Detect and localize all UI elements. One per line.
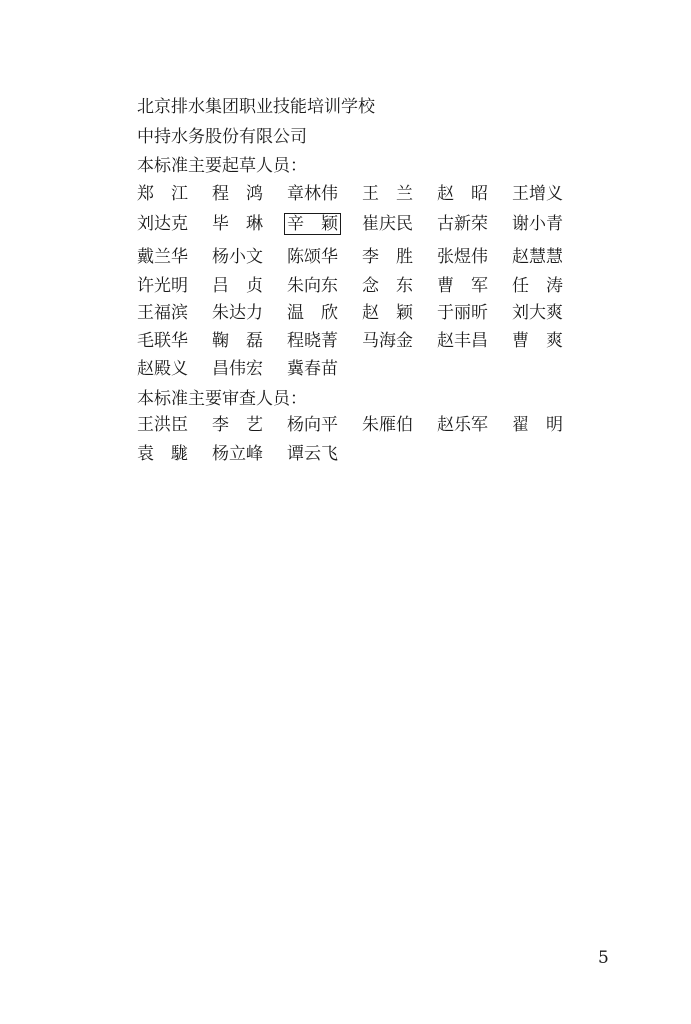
drafter-name: 程 鸿 — [212, 184, 263, 204]
drafter-name: 王增义 — [512, 184, 563, 204]
reviewer-name: 朱雁伯 — [362, 415, 413, 435]
drafter-name: 赵 颖 — [362, 303, 413, 323]
drafter-name: 陈颂华 — [287, 247, 338, 267]
drafter-name: 吕 贞 — [212, 276, 263, 296]
reviewer-name: 杨立峰 — [212, 444, 263, 464]
drafter-name: 崔庆民 — [362, 214, 413, 234]
reviewer-name: 谭云飞 — [287, 444, 338, 464]
drafter-name: 王福滨 — [137, 303, 188, 323]
reviewer-name: 李 艺 — [212, 415, 263, 435]
drafter-name: 昌伟宏 — [212, 359, 263, 379]
drafter-name: 朱达力 — [212, 303, 263, 323]
drafter-name: 毕 琳 — [212, 214, 263, 234]
drafter-name-boxed: 辛 颖 — [284, 213, 341, 235]
reviewer-name: 翟 明 — [512, 415, 563, 435]
reviewer-name: 王洪臣 — [137, 415, 188, 435]
drafter-name: 赵丰昌 — [437, 331, 488, 351]
drafter-name: 郑 江 — [137, 184, 188, 204]
drafter-name: 许光明 — [137, 276, 188, 296]
drafter-name: 于丽昕 — [437, 303, 488, 323]
drafter-name: 李 胜 — [362, 247, 413, 267]
drafter-name: 赵慧慧 — [512, 247, 563, 267]
drafter-name: 程晓菁 — [287, 331, 338, 351]
drafter-name: 朱向东 — [287, 276, 338, 296]
drafters-row — [137, 358, 567, 380]
drafter-name: 谢小青 — [512, 214, 563, 234]
drafter-name: 王 兰 — [362, 184, 413, 204]
drafter-name: 章林伟 — [287, 184, 338, 204]
drafters-row — [137, 246, 567, 268]
drafter-name: 鞠 磊 — [212, 331, 263, 351]
drafter-name: 念 东 — [362, 276, 413, 296]
drafter-name: 温 欣 — [287, 303, 338, 323]
drafter-name: 刘大爽 — [512, 303, 563, 323]
drafter-name: 赵 昭 — [437, 184, 488, 204]
page-number: 5 — [598, 948, 609, 968]
drafter-name: 冀春苗 — [287, 359, 338, 379]
drafters-row — [137, 183, 567, 205]
drafter-name: 戴兰华 — [137, 247, 188, 267]
org-line-1: 北京排水集团职业技能培训学校 — [137, 97, 375, 117]
drafter-name: 赵殿义 — [137, 359, 188, 379]
reviewer-name: 杨向平 — [287, 415, 338, 435]
drafters-row — [137, 275, 567, 297]
drafter-name: 任 涛 — [512, 276, 563, 296]
reviewer-name: 赵乐军 — [437, 415, 488, 435]
reviewers-heading: 本标准主要审查人员： — [137, 389, 307, 409]
reviewer-name: 袁 駹 — [137, 444, 188, 464]
drafter-name: 杨小文 — [212, 247, 263, 267]
drafter-name: 古新荣 — [437, 214, 488, 234]
reviewers-row — [137, 414, 567, 436]
drafters-heading: 本标准主要起草人员： — [137, 156, 307, 176]
drafter-name: 张煜伟 — [437, 247, 488, 267]
drafter-name: 马海金 — [362, 331, 413, 351]
drafters-row — [137, 302, 567, 324]
drafter-name: 刘达克 — [137, 214, 188, 234]
drafters-row — [137, 330, 567, 352]
org-line-2: 中持水务股份有限公司 — [137, 127, 307, 147]
drafter-name: 毛联华 — [137, 331, 188, 351]
drafter-name: 曹 爽 — [512, 331, 563, 351]
drafters-row — [137, 213, 567, 235]
reviewers-row — [137, 443, 567, 465]
drafter-name: 曹 军 — [437, 276, 488, 296]
